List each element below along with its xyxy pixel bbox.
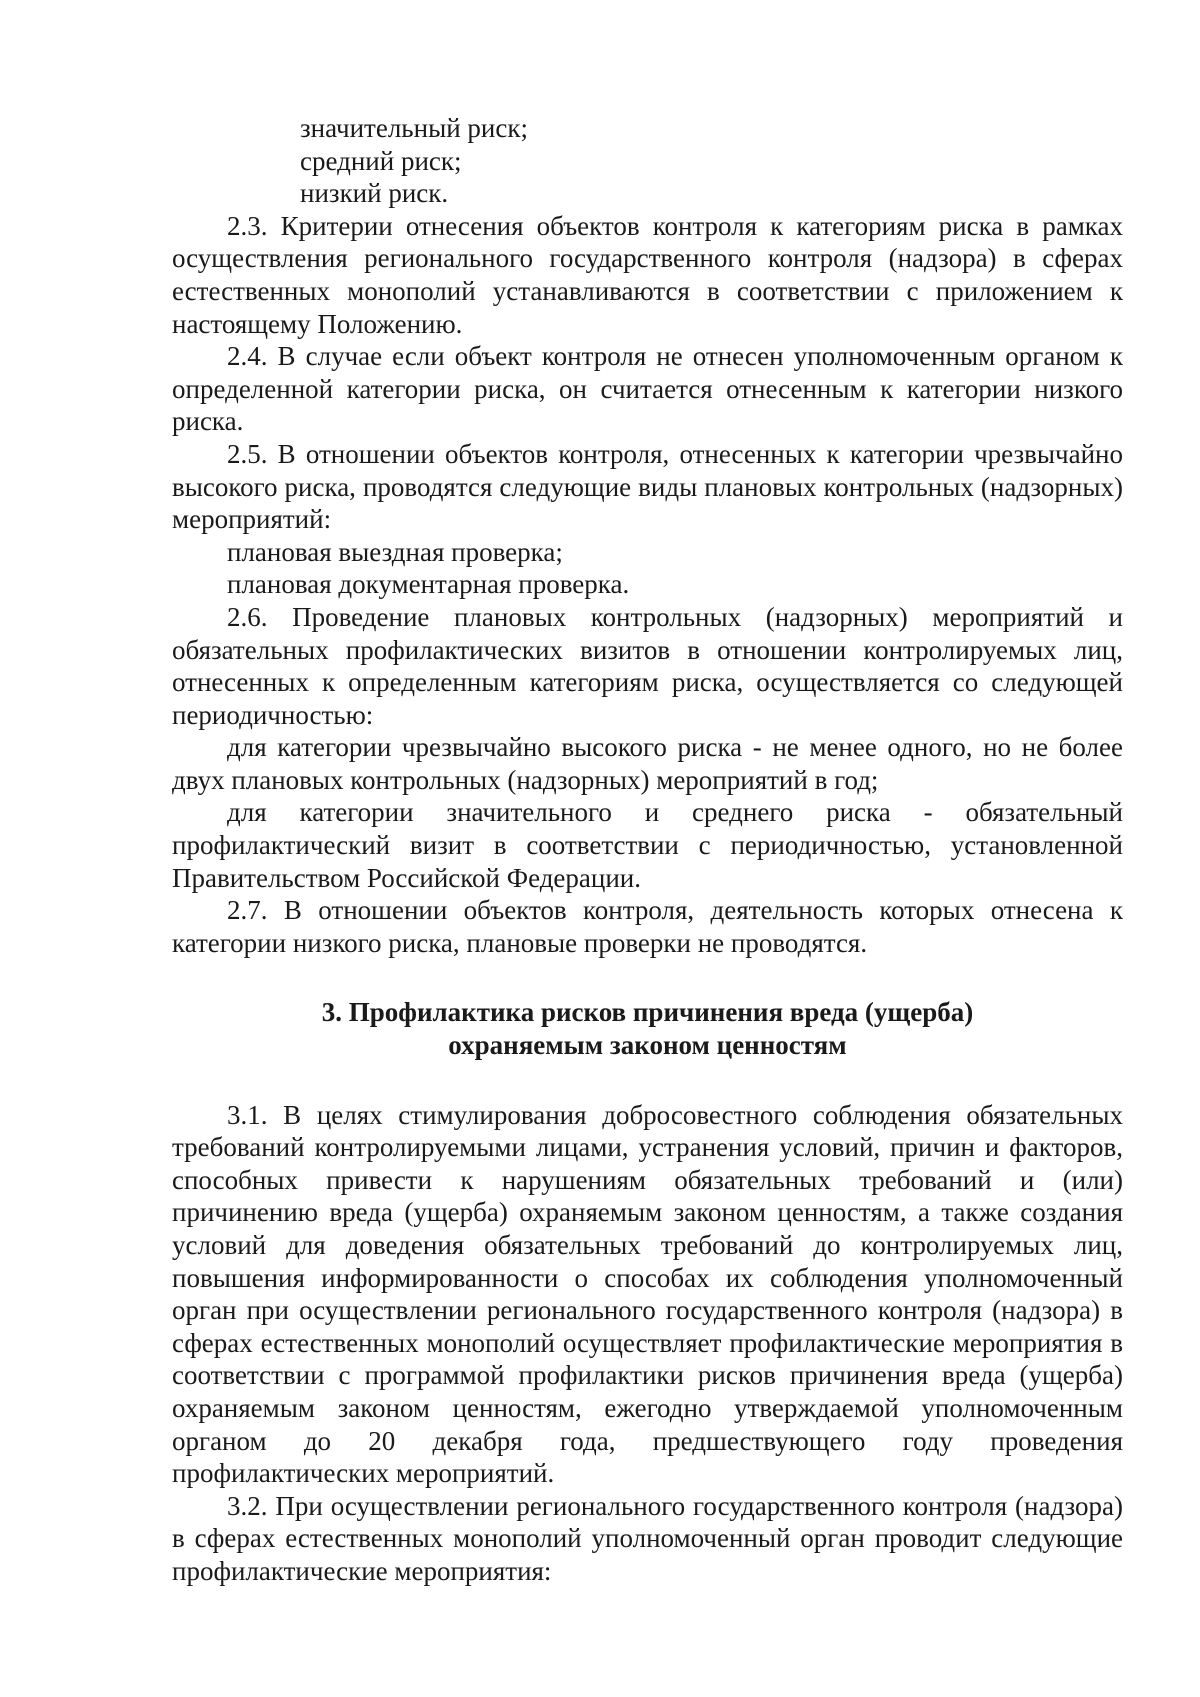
risk-level-item: значительный риск;	[300, 113, 528, 143]
risk-level-list	[172, 112, 1123, 210]
document-page	[172, 112, 1123, 1588]
paragraph-2-3: 2.3. Критерии отнесения объектов контроля к категориям риска в рамках осуществления регионального государственного контроля (надзора) в сферах естественных монополий устанавливаются в соответствии с приложением к настоящему Положению.	[172, 210, 1123, 339]
paragraph-2-6-b: для категории значительного и среднего риска - обязательный профилактический визит в соответствии с периодичностью, установленной Правительством Российской Федерации.	[172, 797, 1123, 893]
section-3-heading	[172, 996, 1123, 1061]
heading-line: 3. Профилактика рисков причинения вреда (ущерба)	[321, 997, 974, 1028]
risk-level-item: средний риск;	[300, 145, 462, 176]
risk-level-item: низкий риск.	[300, 178, 449, 209]
list-item: плановая выездная проверка;	[227, 536, 563, 567]
paragraph-2-6-a: для категории чрезвычайно высокого риска - не менее одного, но не более двух плановых контрольных (надзорных) мероприятий в год;	[172, 732, 1123, 795]
heading-line: охраняемым законом ценностям	[448, 1030, 847, 1061]
paragraph-3-1: 3.1. В целях стимулирования добросовестного соблюдения обязательных требований контролируемыми лицами, устранения условий, причин и факторов, способных привести к нарушениям обязательных требований и (или) причинению вреда (ущерба) охраняемым законом ценностям, а также создания условий для доведения обязательных требований до контролируемых лиц, повышения информированности о способах их соблюдения уполномоченный орган при осуществлении регионального государственного контроля (надзора) в сферах естественных монополий осуществляет профилактические мероприятия в соответствии с программой профилактики рисков причинения вреда (ущерба) охраняемым законом ценностям, ежегодно утверждаемой уполномоченным органом до 20 декабря года, предшествующего году проведения профилактических мероприятий.	[172, 1099, 1123, 1489]
paragraph-2-4: 2.4. В случае если объект контроля не отнесен уполномоченным органом к определенной категории риска, он считается отнесенным к категории низкого риска.	[172, 341, 1123, 437]
list-item: плановая документарная проверка.	[227, 569, 630, 600]
paragraph-2-7: 2.7. В отношении объектов контроля, деятельность которых отнесена к категории низкого риска, плановые проверки не проводятся.	[172, 895, 1123, 958]
paragraph-2-5: 2.5. В отношении объектов контроля, отнесенных к категории чрезвычайно высокого риска, проводятся следующие виды плановых контрольных (надзорных) мероприятий:	[172, 438, 1123, 535]
paragraph-3-2: 3.2. При осуществлении регионального государственного контроля (надзора) в сферах естественных монополий уполномоченный орган проводит следующие профилактические мероприятия:	[172, 1490, 1123, 1586]
paragraph-2-6: 2.6. Проведение плановых контрольных (надзорных) мероприятий и обязательных профилактических визитов в отношении контролируемых лиц, отнесенных к определенным категориям риска, осуществляется со следующей периодичностью:	[172, 601, 1123, 730]
